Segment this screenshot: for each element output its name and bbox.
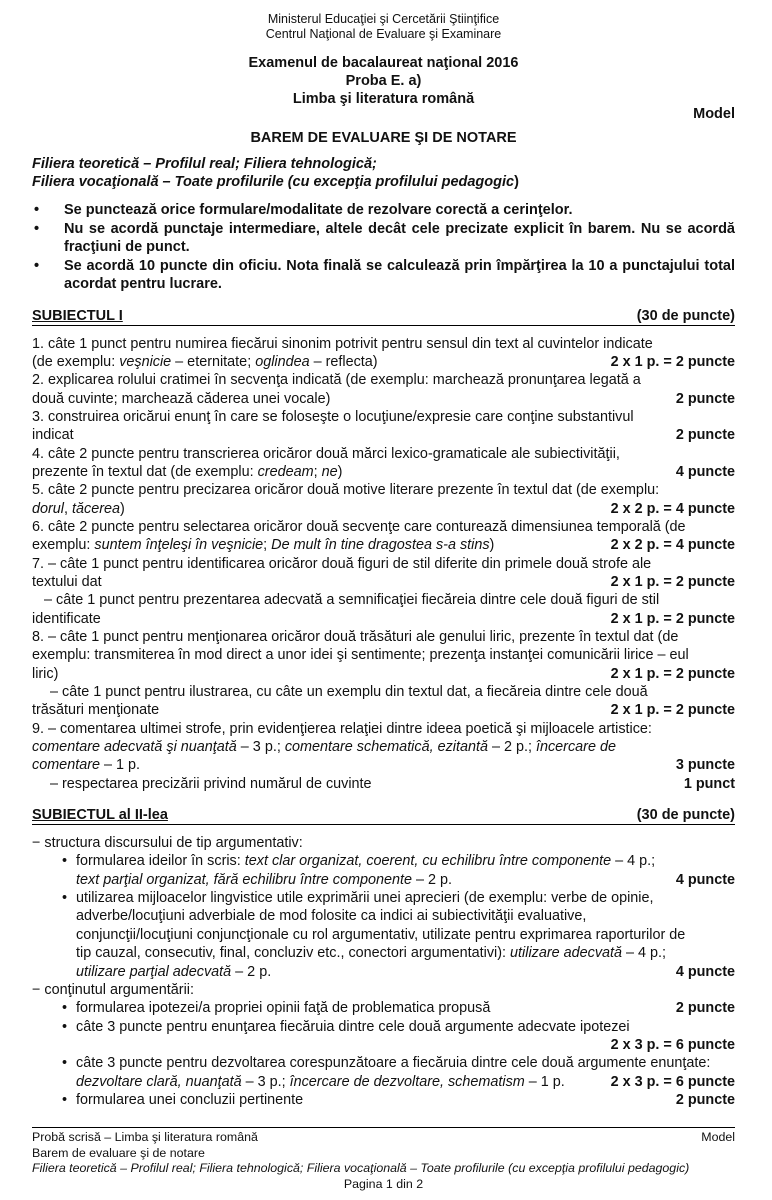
filiera-line-1: Filiera teoretică – Profilul real; Filiera tehnologică; [32, 156, 377, 172]
item-points: 4 puncte [675, 871, 735, 888]
item-points: 2 puncte [675, 427, 735, 444]
item-points: 2 puncte [675, 1091, 735, 1108]
item-text: adverbe/locuţiuni adverbiale de mod folosite ca indici ai subiectivităţii evaluative, [76, 908, 587, 925]
item-text: 8. – câte 1 punct pentru menţionarea oricăror două trăsături ale genului liric, prezente în textul dat (de [32, 629, 679, 645]
item-points: 2 x 1 p. = 2 puncte [610, 573, 735, 590]
item-points: 3 puncte [675, 757, 735, 774]
item-row: identificate 2 x 1 p. = 2 puncte [32, 610, 735, 627]
item-row: textului dat 2 x 1 p. = 2 puncte [32, 573, 735, 590]
rule-item: • Nu se acordă punctaje intermediare, altele decât cele precizate explicit în barem. Nu se acordă fracţiuni de punct. [32, 220, 735, 257]
section-header-s2 [32, 806, 735, 825]
barem-title: BAREM DE EVALUARE ŞI DE NOTARE [250, 130, 517, 146]
item-text: 9. – comentarea ultimei strofe, prin evidenţierea relaţiei dintre ideea poetică şi mijloacele artistice: [32, 720, 652, 737]
footer-filiera: Filiera teoretică – Profilul real; Filiera tehnologică; Filiera vocaţională – Toate profilurile (cu excepţia profilului pedagogic) [32, 1161, 690, 1175]
item-row: comentare – 1 p. 3 puncte [32, 757, 735, 774]
criterion-item: • formularea ipotezei/a propriei opinii faţă de problematica propusă 2 puncte [32, 999, 735, 1017]
section-title: SUBIECTUL al II-lea [32, 807, 168, 824]
item-points: 4 puncte [675, 463, 735, 480]
item-row: trăsături menţionate 2 x 1 p. = 2 puncte [32, 702, 735, 719]
footer-barem: Barem de evaluare şi de notare [32, 1145, 205, 1160]
item-text: 6. câte 2 puncte pentru selectarea oricăror două secvenţe care conturează dimensiunea temporală (de [32, 518, 686, 535]
item-row: liric) 2 x 1 p. = 2 puncte [32, 665, 735, 682]
item-points: 2 x 3 p. = 6 puncte [610, 1036, 735, 1053]
section-points: (30 de puncte) [636, 807, 735, 824]
criteria-heading: − conţinutul argumentării: [32, 981, 194, 998]
rule-item: • Se acordă 10 puncte din oficiu. Nota finală se calculează prin împărţirea la 10 a punctajului total acordat pentru lucrare. [32, 257, 735, 294]
filiera-block [32, 155, 735, 191]
item-row: (de exemplu: veşnicie – eternitate; oglindea – reflecta) 2 x 1 p. = 2 puncte [32, 353, 735, 370]
item-row: utilizare parţial adecvată – 2 p. 4 puncte [76, 963, 735, 980]
rule-item: • Se punctează orice formulare/modalitate de rezolvare corectă a cerinţelor. [32, 201, 735, 220]
item-text: 4. câte 2 puncte pentru transcrierea oricăror două mărci lexico-gramaticale ale subiectivităţii, [32, 445, 620, 462]
page-number: Pagina 1 din 2 [343, 1176, 424, 1191]
criterion-item: • utilizarea mijloacelor lingvistice utile exprimării unei aprecieri (de exemplu: verbe de opinie, [32, 889, 735, 907]
item-text: 3. construirea oricărui enunţ în care se foloseşte o locuţiune/expresie care conţine substantivul [32, 408, 634, 425]
item-text: 1. câte 1 punct pentru numirea fiecărui sinonim potrivit pentru sensul din text al cuvintelor indicate [32, 335, 653, 352]
criterion-item: • câte 3 puncte pentru enunţarea fiecăruia dintre cele două argumente adecvate ipotezei [32, 1018, 735, 1036]
ministry-name: Ministerul Educaţiei şi Cercetării Ştiinţifice [267, 12, 500, 26]
criteria-heading: − structura discursului de tip argumentativ: [32, 835, 303, 852]
item-points: 2 x 1 p. = 2 puncte [610, 665, 735, 682]
center-name: Centrul Naţional de Evaluare şi Examinare [265, 27, 502, 41]
footer-exam: Probă scrisă – Limba şi literatura română [32, 1130, 258, 1144]
proba-title: Proba E. a) [345, 73, 422, 89]
item-row: exemplu: suntem înţeleşi în veşnicie; De mult în tine dragostea s-a stins) 2 x 2 p. = 4 puncte [32, 537, 735, 554]
item-text: conjuncţii/locuţiuni conjuncţionale cu rol argumentativ, utilizate pentru exprimarea raporturilor de [76, 926, 686, 943]
item-row: text parţial organizat, fără echilibru între componente – 2 p. 4 puncte [76, 871, 735, 888]
item-row: dorul, tăcerea) 2 x 2 p. = 4 puncte [32, 500, 735, 517]
item-points: 2 x 1 p. = 2 puncte [610, 702, 735, 719]
item-row: prezente în textul dat (de exemplu: credeam; ne) 4 puncte [32, 463, 735, 480]
filiera-line-2: Filiera vocaţională – Toate profilurile (cu excepţia profilului pedagogic) [32, 174, 519, 190]
item-text: 5. câte 2 puncte pentru precizarea oricăror două motive literare prezente în textul dat (de exemplu: [32, 482, 660, 499]
subject-title: Limba şi literatura română [292, 91, 475, 107]
section-body-s2 [32, 834, 735, 1109]
document-page [32, 12, 735, 1109]
item-row [32, 1036, 735, 1054]
criterion-item: • formularea unei concluzii pertinente 2 puncte [32, 1091, 735, 1109]
item-points: 2 puncte [675, 1000, 735, 1017]
general-rules [32, 201, 735, 294]
item-points: 2 x 2 p. = 4 puncte [610, 537, 735, 554]
item-row: indicat 2 puncte [32, 427, 735, 444]
item-points: 4 puncte [675, 963, 735, 980]
item-text: tip cauzal, consecutiv, final, concluziv etc., conectori argumentativi): utilizare adecvată – 4 p.; [76, 945, 667, 962]
item-text: – câte 1 punct pentru ilustrarea, cu câte un exemplu din textul dat, a fiecăreia dintre cele două [50, 684, 648, 701]
exam-title: Examenul de bacalaureat naţional 2016 [248, 55, 519, 71]
page-footer [32, 1127, 735, 1192]
item-text: 2. explicarea rolului cratimei în secvenţa indicată (de exemplu: marchează pronunţarea legată a [32, 372, 641, 389]
item-row: dezvoltare clară, nuanţată – 3 p.; încercare de dezvoltare, schematism – 1 p. 2 x 3 p. = 6 puncte [76, 1073, 735, 1090]
item-text: comentare adecvată şi nuanţată – 3 p.; comentare schematică, ezitantă – 2 p.; încercare de [32, 739, 616, 756]
item-points: 2 x 3 p. = 6 puncte [610, 1073, 735, 1090]
item-points: 2 puncte [675, 390, 735, 407]
item-text: – câte 1 punct pentru prezentarea adecvată a semnificaţiei fiecăreia dintre cele două figuri de stil [44, 592, 660, 609]
section-body-s1 [32, 335, 735, 794]
criterion-item: • câte 3 puncte pentru dezvoltarea corespunzătoare a fiecăruia dintre cele două argumente enunţate: [32, 1054, 735, 1072]
item-points: 2 x 1 p. = 2 puncte [610, 610, 735, 627]
item-points: 2 x 1 p. = 2 puncte [610, 353, 735, 370]
item-text: 7. – câte 1 punct pentru identificarea oricăror două figuri de stil diferite din primele două strofe ale [32, 555, 652, 572]
model-label: Model [693, 106, 735, 122]
item-points: 1 punct [683, 775, 735, 792]
section-header-s1 [32, 307, 735, 326]
section-title: SUBIECTUL I [32, 307, 123, 324]
section-points: (30 de puncte) [636, 307, 735, 324]
criterion-item: • formularea ideilor în scris: text clar organizat, coerent, cu echilibru între componente – 4 p.; [32, 852, 735, 870]
item-row: – respectarea precizării privind numărul de cuvinte 1 punct [50, 775, 735, 792]
footer-model: Model [701, 1130, 735, 1144]
item-row: două cuvinte; marchează căderea unei vocale) 2 puncte [32, 390, 735, 407]
item-points: 2 x 2 p. = 4 puncte [610, 500, 735, 517]
item-text: exemplu: transmiterea în mod direct a unor idei şi sentimente; prezenţa instanţei comunicării lirice – eul [32, 647, 689, 664]
